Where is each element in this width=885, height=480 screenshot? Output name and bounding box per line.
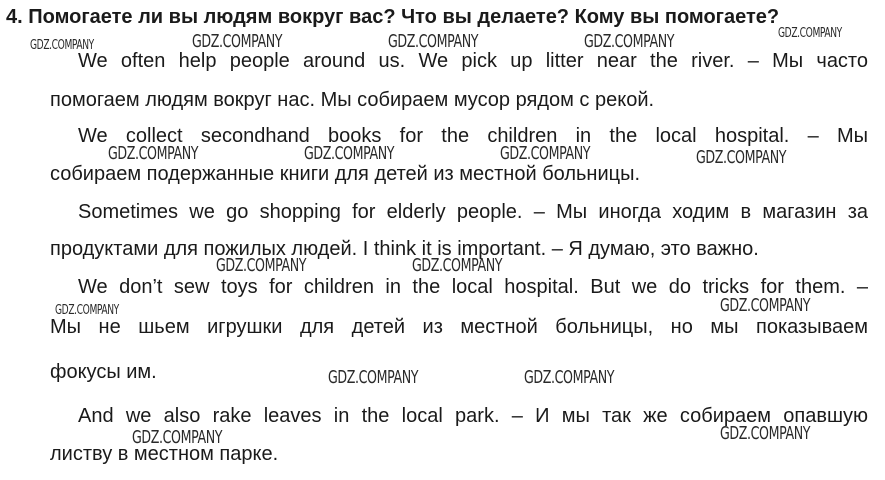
text-line: We don’t sew toys for children in the local hospital. But we do tricks for them. – <box>78 276 868 298</box>
watermark: GDZ.COMPANY <box>192 31 283 52</box>
watermark: GDZ.COMPANY <box>30 38 94 53</box>
watermark: GDZ.COMPANY <box>720 295 811 316</box>
text-line: Sometimes we go shopping for elderly people. – Мы иногда ходим в магазин за <box>78 201 868 223</box>
text-line: собираем подержанные книги для детей из местной больницы. <box>50 163 641 185</box>
watermark: GDZ.COMPANY <box>328 367 419 388</box>
watermark: GDZ.COMPANY <box>778 26 842 41</box>
text-line: листву в местном парке. <box>50 443 279 465</box>
watermark: GDZ.COMPANY <box>55 303 119 318</box>
watermark: GDZ.COMPANY <box>584 31 675 52</box>
watermark: GDZ.COMPANY <box>412 255 503 276</box>
watermark: GDZ.COMPANY <box>108 143 199 164</box>
text-line: помогаем людям вокруг нас. Мы собираем мусор рядом с рекой. <box>50 89 655 111</box>
text-line: фокусы им. <box>50 361 157 383</box>
text-line: And we also rake leaves in the local park. – И мы так же собираем опавшую <box>78 405 868 427</box>
watermark: GDZ.COMPANY <box>132 427 223 448</box>
watermark: GDZ.COMPANY <box>304 143 395 164</box>
text-line: продуктами для пожилых людей. I think it is important. – Я думаю, это важно. <box>50 238 759 260</box>
exercise-heading: 4. Помогаете ли вы людям вокруг вас? Что вы делаете? Кому вы помогаете? <box>6 6 780 28</box>
watermark: GDZ.COMPANY <box>388 31 479 52</box>
watermark: GDZ.COMPANY <box>524 367 615 388</box>
watermark: GDZ.COMPANY <box>720 423 811 444</box>
text-line: We collect secondhand books for the children in the local hospital. – Мы <box>78 125 868 147</box>
watermark: GDZ.COMPANY <box>696 147 787 168</box>
text-line: Мы не шьем игрушки для детей из местной больницы, но мы показываем <box>50 316 868 338</box>
watermark: GDZ.COMPANY <box>500 143 591 164</box>
watermark: GDZ.COMPANY <box>216 255 307 276</box>
text-line: We often help people around us. We pick up litter near the river. – Мы часто <box>78 50 868 72</box>
